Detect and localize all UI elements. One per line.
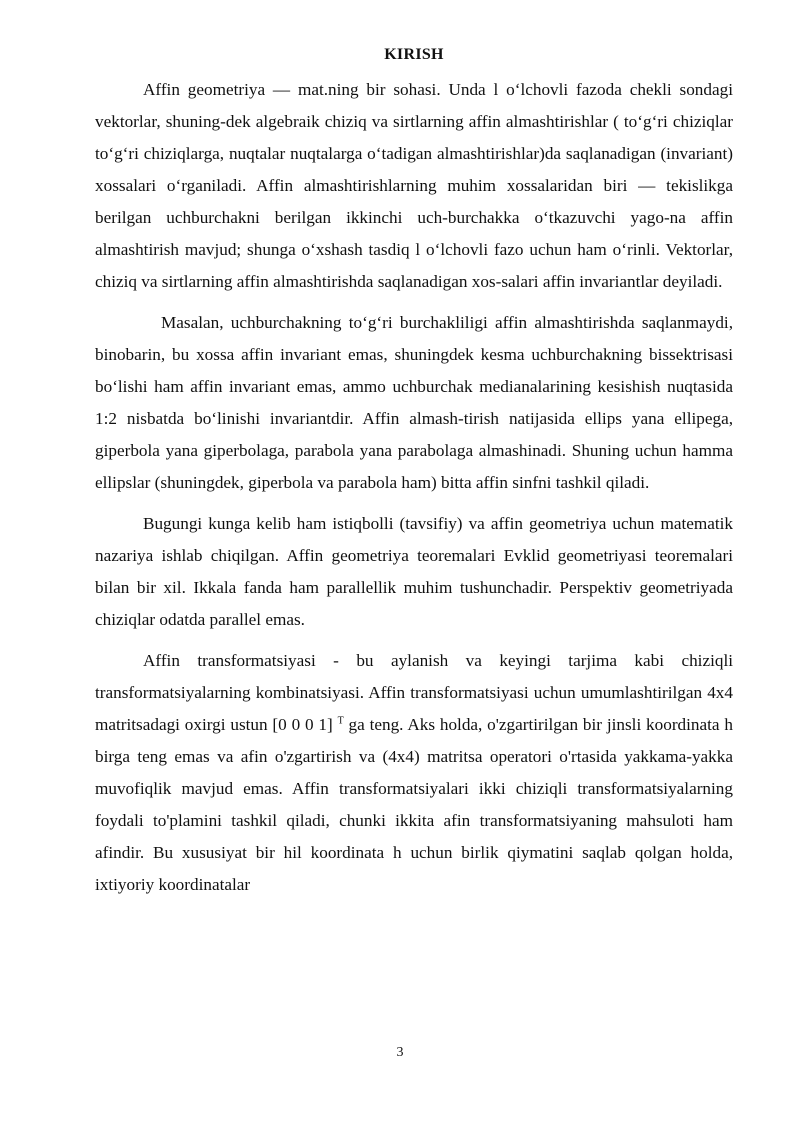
paragraph-affine-invariant-examples: Masalan, uchburchakning to‘g‘ri burchakliligi affin almashtirishda saqlanmaydi, binobarin, bu xossa affin invariant emas, shuningdek kesma uchburchakning bissektrisasi bo‘lishi ham affin invariant emas, ammo uchburchak medianalarining kesishish nuqtasida 1:2 nisbatda bo‘linishi invariantdir. Affin almash-tirish natijasida ellips yana ellipega, giperbola yana giperbolaga, parabola yana parabolaga almashinadi. Shuning uchun hamma ellipslar (shuningdek, giperbola va parabola ham) bitta affin sinfni tashkil qiladi. — [95, 313, 733, 492]
transpose-superscript: T — [337, 715, 344, 727]
paragraph-affine-geometry-definition: Affin geometriya — mat.ning bir sohasi. Unda l o‘lchovli fazoda chekli sondagi vektorlar, shuning-dek algebraik chiziq va sirtlarning affin almashtirishlar ( to‘g‘ri chiziqlar to‘g‘ri chiziqlarga, nuqtalar nuqtalarga o‘tadigan almashtirishlar)da saqlanadigan (invariant) xossalari o‘rganiladi. Affin almashtirishlarning muhim xossalaridan biri — tekislikga berilgan uchburchakni berilgan ikkinchi uch-burchakka o‘tkazuvchi yago-na affin almashtirish mavjud; shunga o‘xshash tasdiq l o‘lchovli fazo uchun ham o‘rinli. Vektorlar, chiziq va sirtlarning affin almashtirishda saqlanadigan xos-salari affin invariantlar deyiladi. — [95, 80, 733, 291]
document-page — [95, 44, 733, 901]
paragraph-affine-theory: Bugungi kunga kelib ham istiqbolli (tavsifiy) va affin geometriya uchun matematik nazariya ishlab chiqilgan. Affin geometriya teoremalari Evklid geometriyasi teoremalari bilan bir xil. Ikkala fanda ham parallellik muhim tushunchadir. Perspektiv geometriyada chiziqlar odatda parallel emas. — [95, 514, 733, 629]
paragraph-text-after-superscript: ga teng. Aks holda, o'zgartirilgan bir jinsli koordinata h birga teng emas va afin o'zgartirish va (4x4) matritsa operatori o'rtasida yakkama-yakka muvofiqlik mavjud emas. Affin transformatsiyalari ikki chiziqli transformatsiyalarning foydali to'plamini tashkil qiladi, chunki ikkita afin transformatsiyaning mahsuloti ham afindir. Bu xususiyat bir hil koordinata h uchun birlik qiymatini saqlab qolgan holda, ixtiyoriy koordinatalar — [95, 715, 733, 894]
paragraph-text-before-superscript: Affin transformatsiyasi - bu aylanish va keyingi tarjima kabi chiziqli transformatsiyalarning kombinatsiyasi. Affin transformatsiyasi uchun umumlashtirilgan 4x4 matritsadagi oxirgi ustun [0 0 0 1] — [95, 651, 733, 734]
page-number: 3 — [396, 1045, 404, 1060]
page-title: KIRISH — [384, 46, 444, 63]
paragraph-affine-transformation — [95, 645, 733, 901]
